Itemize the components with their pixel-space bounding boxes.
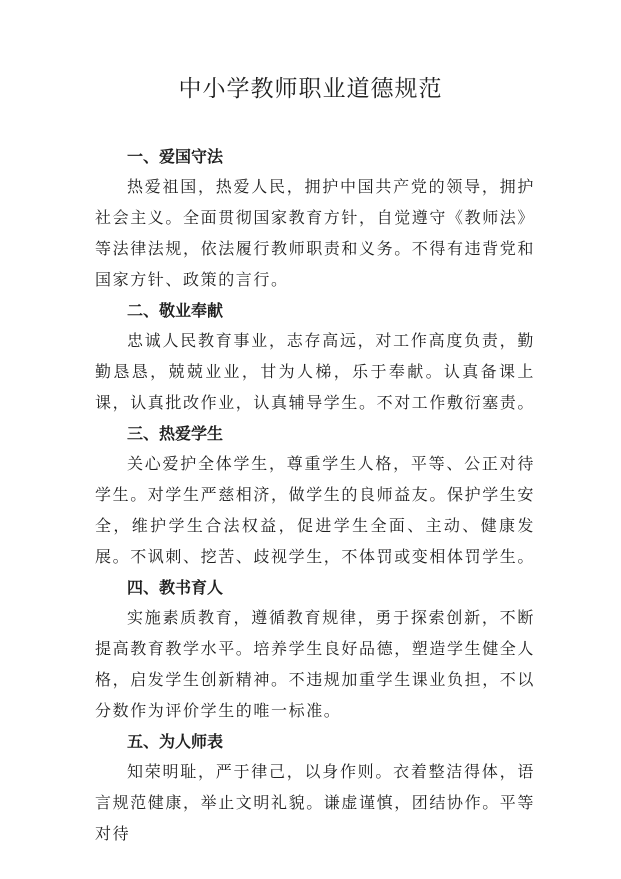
section-body: 忠诚人民教育事业，志存高远，对工作高度负责，勤勤恳恳，兢兢业业，甘为人梯，乐于奉献。认真备课上课，认真批改作业，认真辅导学生。不对工作敷衍塞责。 xyxy=(95,331,536,412)
section-heading: 四、教书育人 xyxy=(127,578,224,597)
section-heading: 二、敬业奉献 xyxy=(127,301,224,320)
document-content xyxy=(95,142,535,850)
section-love-students xyxy=(95,419,535,572)
section-body: 实施素质教育，遵循教育规律，勇于探索创新，不断提高教育教学水平。培养学生良好品德，塑造学生健全人格，启发学生创新精神。不违规加重学生课业负担，不以分数作为评价学生的唯一标准。 xyxy=(95,608,536,720)
document-title: 中小学教师职业道德规范 xyxy=(178,76,443,102)
section-body: 热爱祖国，热爱人民，拥护中国共产党的领导，拥护社会主义。全面贯彻国家教育方针，自觉遵守《教师法》等法律法规，依法履行教师职责和义务。不得有违背党和国家方针、政策的言行。 xyxy=(95,177,536,289)
section-heading: 五、为人师表 xyxy=(127,732,224,751)
section-body: 关心爱护全体学生，尊重学生人格，平等、公正对待学生。对学生严慈相济，做学生的良师益友。保护学生安全，维护学生合法权益，促进学生全面、主动、健康发展。不讽刺、挖苦、歧视学生，不体罚或变相体罚学生。 xyxy=(95,454,536,566)
section-teaching-educating xyxy=(95,573,535,726)
section-body: 知荣明耻，严于律己，以身作则。衣着整洁得体，语言规范健康，举止文明礼貌。谦虚谨慎，团结协作。平等对待 xyxy=(95,762,536,843)
section-dedication xyxy=(95,296,535,418)
section-patriotism xyxy=(95,142,535,295)
section-heading: 一、爱国守法 xyxy=(127,147,224,166)
section-role-model xyxy=(95,727,535,849)
section-heading: 三、热爱学生 xyxy=(127,424,224,443)
